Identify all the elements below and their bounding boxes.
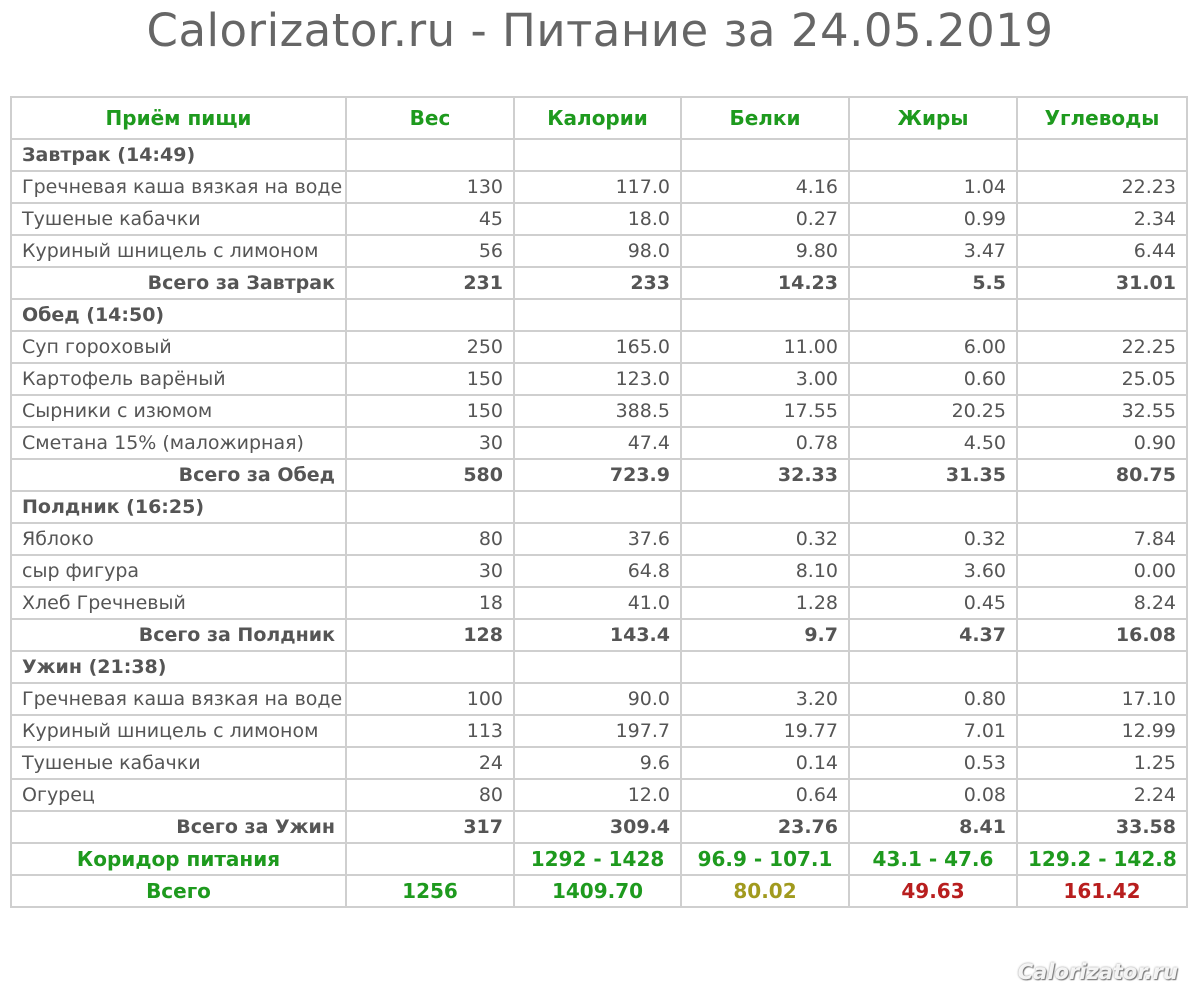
table-row	[11, 331, 1187, 363]
protein-cell: 11.00	[681, 331, 849, 363]
weight-cell: 24	[346, 747, 514, 779]
subtotal-fat-cell: 4.37	[849, 619, 1017, 651]
total-fat-cell: 49.63	[849, 875, 1017, 907]
food-name-cell: Огурец	[11, 779, 346, 811]
weight-cell: 100	[346, 683, 514, 715]
column-header-weight: Вес	[346, 97, 514, 139]
weight-cell: 18	[346, 587, 514, 619]
subtotal-weight-cell: 580	[346, 459, 514, 491]
food-name-cell: Гречневая каша вязкая на воде	[11, 171, 346, 203]
subtotal-weight-cell: 317	[346, 811, 514, 843]
carbs-cell: 2.24	[1017, 779, 1187, 811]
subtotal-calories-cell: 233	[514, 267, 681, 299]
weight-cell: 250	[346, 331, 514, 363]
food-name-cell: Сырники с изюмом	[11, 395, 346, 427]
subtotal-calories-cell: 723.9	[514, 459, 681, 491]
calories-cell: 90.0	[514, 683, 681, 715]
total-label: Всего	[11, 875, 346, 907]
calories-cell: 47.4	[514, 427, 681, 459]
table-row	[11, 555, 1187, 587]
nutrition-corridor-row	[11, 843, 1187, 875]
meal-subtotal-row	[11, 619, 1187, 651]
subtotal-label: Всего за Ужин	[11, 811, 346, 843]
subtotal-calories-cell: 143.4	[514, 619, 681, 651]
food-name-cell: Яблоко	[11, 523, 346, 555]
table-row	[11, 523, 1187, 555]
subtotal-label: Всего за Полдник	[11, 619, 346, 651]
table-row	[11, 235, 1187, 267]
carbs-cell: 22.25	[1017, 331, 1187, 363]
subtotal-carbs-cell: 16.08	[1017, 619, 1187, 651]
calories-cell: 18.0	[514, 203, 681, 235]
protein-cell: 0.14	[681, 747, 849, 779]
column-header-protein: Белки	[681, 97, 849, 139]
protein-cell: 17.55	[681, 395, 849, 427]
weight-cell: 150	[346, 363, 514, 395]
empty-cell	[1017, 299, 1187, 331]
food-name-cell: Куриный шницель с лимоном	[11, 235, 346, 267]
food-name-cell: Сметана 15% (маложирная)	[11, 427, 346, 459]
empty-cell	[849, 299, 1017, 331]
protein-cell: 0.32	[681, 523, 849, 555]
subtotal-carbs-cell: 33.58	[1017, 811, 1187, 843]
weight-cell: 113	[346, 715, 514, 747]
protein-cell: 0.78	[681, 427, 849, 459]
watermark-logo: Calorizator.ru	[1017, 960, 1178, 984]
empty-cell	[346, 651, 514, 683]
calories-cell: 388.5	[514, 395, 681, 427]
calories-cell: 12.0	[514, 779, 681, 811]
food-name-cell: сыр фигура	[11, 555, 346, 587]
weight-cell: 80	[346, 523, 514, 555]
empty-cell	[346, 491, 514, 523]
subtotal-protein-cell: 14.23	[681, 267, 849, 299]
protein-cell: 3.20	[681, 683, 849, 715]
fat-cell: 3.60	[849, 555, 1017, 587]
carbs-cell: 22.23	[1017, 171, 1187, 203]
carbs-cell: 0.00	[1017, 555, 1187, 587]
empty-cell	[514, 651, 681, 683]
meal-header-label: Ужин (21:38)	[11, 651, 346, 683]
fat-cell: 0.08	[849, 779, 1017, 811]
corridor-protein-cell: 96.9 - 107.1	[681, 843, 849, 875]
fat-cell: 7.01	[849, 715, 1017, 747]
weight-cell: 30	[346, 427, 514, 459]
table-row	[11, 587, 1187, 619]
protein-cell: 1.28	[681, 587, 849, 619]
calories-cell: 123.0	[514, 363, 681, 395]
column-header-meal: Приём пищи	[11, 97, 346, 139]
corridor-label: Коридор питания	[11, 843, 346, 875]
subtotal-label: Всего за Обед	[11, 459, 346, 491]
column-header-calories: Калории	[514, 97, 681, 139]
fat-cell: 0.60	[849, 363, 1017, 395]
fat-cell: 20.25	[849, 395, 1017, 427]
fat-cell: 0.99	[849, 203, 1017, 235]
food-name-cell: Хлеб Гречневый	[11, 587, 346, 619]
weight-cell: 130	[346, 171, 514, 203]
weight-cell: 30	[346, 555, 514, 587]
food-name-cell: Гречневая каша вязкая на воде	[11, 683, 346, 715]
subtotal-protein-cell: 32.33	[681, 459, 849, 491]
corridor-calories-cell: 1292 - 1428	[514, 843, 681, 875]
meal-header-label: Завтрак (14:49)	[11, 139, 346, 171]
column-header-fat: Жиры	[849, 97, 1017, 139]
table-row	[11, 715, 1187, 747]
table-header-row	[11, 97, 1187, 139]
protein-cell: 19.77	[681, 715, 849, 747]
total-protein-cell: 80.02	[681, 875, 849, 907]
empty-cell	[849, 491, 1017, 523]
subtotal-protein-cell: 23.76	[681, 811, 849, 843]
table-row	[11, 363, 1187, 395]
carbs-cell: 7.84	[1017, 523, 1187, 555]
page-title: Calorizator.ru - Питание за 24.05.2019	[146, 4, 1054, 57]
empty-cell	[849, 651, 1017, 683]
meal-header-label: Обед (14:50)	[11, 299, 346, 331]
fat-cell: 0.45	[849, 587, 1017, 619]
meal-header-row	[11, 651, 1187, 683]
corridor-carbs-cell: 129.2 - 142.8	[1017, 843, 1187, 875]
total-weight-cell: 1256	[346, 875, 514, 907]
fat-cell: 4.50	[849, 427, 1017, 459]
subtotal-fat-cell: 5.5	[849, 267, 1017, 299]
calories-cell: 37.6	[514, 523, 681, 555]
subtotal-fat-cell: 8.41	[849, 811, 1017, 843]
empty-cell	[681, 651, 849, 683]
protein-cell: 8.10	[681, 555, 849, 587]
weight-cell: 150	[346, 395, 514, 427]
carbs-cell: 32.55	[1017, 395, 1187, 427]
calories-cell: 98.0	[514, 235, 681, 267]
table-row	[11, 779, 1187, 811]
carbs-cell: 0.90	[1017, 427, 1187, 459]
grand-total-row	[11, 875, 1187, 907]
table-row	[11, 427, 1187, 459]
carbs-cell: 1.25	[1017, 747, 1187, 779]
subtotal-weight-cell: 128	[346, 619, 514, 651]
empty-cell	[681, 299, 849, 331]
column-header-carbs: Углеводы	[1017, 97, 1187, 139]
empty-cell	[1017, 651, 1187, 683]
empty-cell	[1017, 139, 1187, 171]
calories-cell: 9.6	[514, 747, 681, 779]
fat-cell: 0.80	[849, 683, 1017, 715]
fat-cell: 0.32	[849, 523, 1017, 555]
table-row	[11, 171, 1187, 203]
table-row	[11, 747, 1187, 779]
protein-cell: 9.80	[681, 235, 849, 267]
meal-subtotal-row	[11, 459, 1187, 491]
empty-cell	[849, 139, 1017, 171]
protein-cell: 3.00	[681, 363, 849, 395]
table-body	[11, 139, 1187, 907]
food-name-cell: Тушеные кабачки	[11, 747, 346, 779]
subtotal-protein-cell: 9.7	[681, 619, 849, 651]
subtotal-label: Всего за Завтрак	[11, 267, 346, 299]
total-carbs-cell: 161.42	[1017, 875, 1187, 907]
empty-cell	[346, 299, 514, 331]
food-name-cell: Куриный шницель с лимоном	[11, 715, 346, 747]
fat-cell: 6.00	[849, 331, 1017, 363]
empty-cell	[1017, 491, 1187, 523]
empty-cell	[681, 491, 849, 523]
subtotal-weight-cell: 231	[346, 267, 514, 299]
calories-cell: 197.7	[514, 715, 681, 747]
calories-cell: 41.0	[514, 587, 681, 619]
carbs-cell: 17.10	[1017, 683, 1187, 715]
empty-cell	[514, 139, 681, 171]
table-row	[11, 203, 1187, 235]
carbs-cell: 8.24	[1017, 587, 1187, 619]
weight-cell: 45	[346, 203, 514, 235]
subtotal-carbs-cell: 80.75	[1017, 459, 1187, 491]
fat-cell: 0.53	[849, 747, 1017, 779]
table-row	[11, 395, 1187, 427]
calories-cell: 117.0	[514, 171, 681, 203]
empty-cell	[514, 299, 681, 331]
meal-subtotal-row	[11, 811, 1187, 843]
fat-cell: 3.47	[849, 235, 1017, 267]
corridor-weight-cell	[346, 843, 514, 875]
protein-cell: 0.64	[681, 779, 849, 811]
protein-cell: 0.27	[681, 203, 849, 235]
carbs-cell: 25.05	[1017, 363, 1187, 395]
meal-header-label: Полдник (16:25)	[11, 491, 346, 523]
table-row	[11, 683, 1187, 715]
subtotal-fat-cell: 31.35	[849, 459, 1017, 491]
calories-cell: 165.0	[514, 331, 681, 363]
corridor-fat-cell: 43.1 - 47.6	[849, 843, 1017, 875]
food-name-cell: Суп гороховый	[11, 331, 346, 363]
nutrition-table	[10, 96, 1188, 908]
weight-cell: 80	[346, 779, 514, 811]
food-name-cell: Картофель варёный	[11, 363, 346, 395]
meal-header-row	[11, 139, 1187, 171]
meal-header-row	[11, 299, 1187, 331]
empty-cell	[514, 491, 681, 523]
subtotal-calories-cell: 309.4	[514, 811, 681, 843]
carbs-cell: 12.99	[1017, 715, 1187, 747]
food-name-cell: Тушеные кабачки	[11, 203, 346, 235]
subtotal-carbs-cell: 31.01	[1017, 267, 1187, 299]
protein-cell: 4.16	[681, 171, 849, 203]
carbs-cell: 6.44	[1017, 235, 1187, 267]
carbs-cell: 2.34	[1017, 203, 1187, 235]
empty-cell	[681, 139, 849, 171]
weight-cell: 56	[346, 235, 514, 267]
meal-header-row	[11, 491, 1187, 523]
empty-cell	[346, 139, 514, 171]
total-calories-cell: 1409.70	[514, 875, 681, 907]
meal-subtotal-row	[11, 267, 1187, 299]
calories-cell: 64.8	[514, 555, 681, 587]
fat-cell: 1.04	[849, 171, 1017, 203]
